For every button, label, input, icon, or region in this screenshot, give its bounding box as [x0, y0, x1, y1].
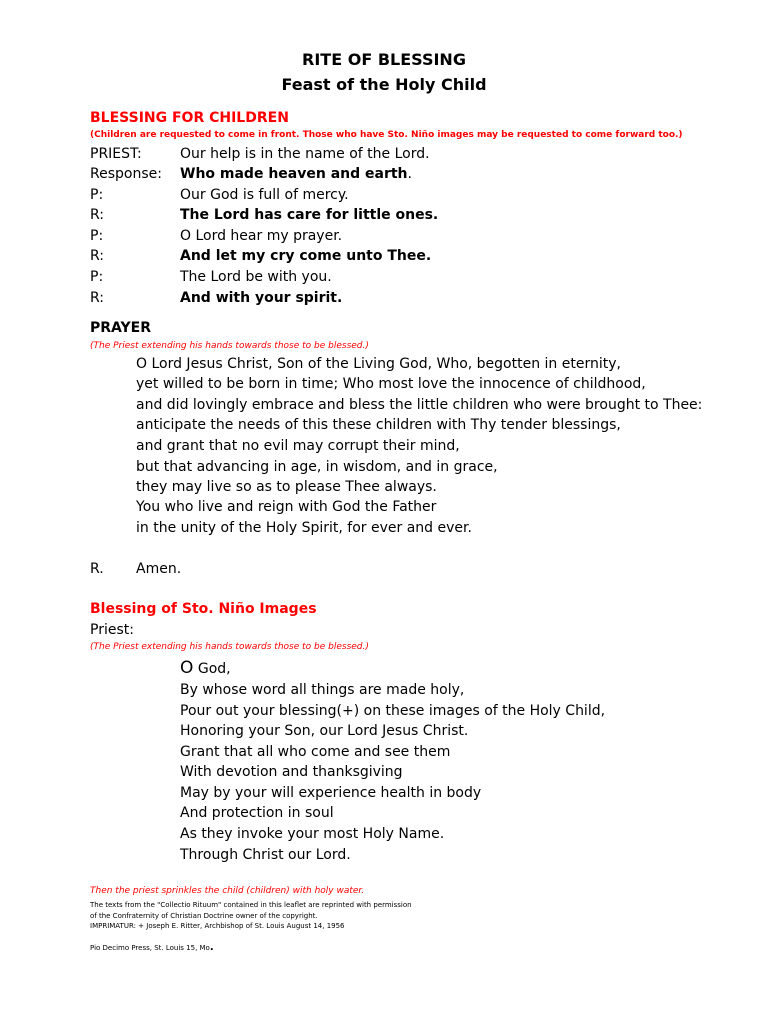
dialogue-text: O Lord hear my prayer.: [180, 228, 343, 244]
prayer-line: but that advancing in age, in wisdom, and in grace,: [136, 459, 498, 475]
nino-line: Honoring your Son, our Lord Jesus Christ.: [180, 723, 469, 739]
prayer-line: in the unity of the Holy Spirit, for ever and ever.: [136, 520, 472, 536]
nino-opening-letter: O: [180, 658, 194, 678]
nino-speaker: Priest:: [90, 622, 134, 638]
prayer-line: and did lovingly embrace and bless the little children who were brought to Thee:: [136, 397, 703, 413]
prayer-line: O Lord Jesus Christ, Son of the Living God, Who, begotten in eternity,: [136, 356, 621, 372]
nino-line: With devotion and thanksgiving: [180, 764, 403, 780]
dialogue-text: Our God is full of mercy.: [180, 187, 349, 203]
dialogue-speaker: R:: [90, 207, 105, 223]
nino-line: By whose word all things are made holy,: [180, 682, 465, 698]
nino-line: Grant that all who come and see them: [180, 744, 451, 760]
dialogue-speaker: P:: [90, 228, 104, 244]
document-subtitle: Feast of the Holy Child: [281, 75, 487, 94]
dialogue-response-period: .: [407, 166, 412, 182]
prayer-line: and grant that no evil may corrupt their mind,: [136, 438, 460, 454]
dialogue-text: Our help is in the name of the Lord.: [180, 146, 430, 162]
dialogue-text: And let my cry come unto Thee.: [180, 248, 432, 264]
publisher-name: Pio Decimo Press, St. Louis 15, Mo: [90, 944, 210, 952]
nino-line: Through Christ our Lord.: [180, 847, 351, 863]
nino-rubric: (The Priest extending his hands towards those to be blessed.): [90, 642, 369, 652]
copyright-note: of the Confraternity of Christian Doctrine owner of the copyright.: [90, 912, 318, 920]
prayer-rubric: (The Priest extending his hands towards those to be blessed.): [90, 341, 369, 351]
nino-blessing-heading: Blessing of Sto. Niño Images: [90, 601, 317, 617]
dialogue-speaker: P:: [90, 187, 104, 203]
blessing-children-note: (Children are requested to come in front. Those who have Sto. Niño images may be requested to come forward too.): [90, 130, 683, 140]
amen-text: Amen.: [136, 561, 182, 577]
sprinkle-rubric: Then the priest sprinkles the child (children) with holy water.: [90, 886, 365, 896]
prayer-line: they may live so as to please Thee always.: [136, 479, 437, 495]
dialogue-text: The Lord has care for little ones.: [180, 207, 439, 223]
blessing-children-heading: BLESSING FOR CHILDREN: [90, 110, 289, 126]
dialogue-speaker: R:: [90, 248, 105, 264]
dialogue-text: [180, 166, 412, 182]
publisher-period: .: [209, 942, 214, 953]
publisher-note: [90, 942, 214, 953]
prayer-heading: PRAYER: [90, 320, 152, 336]
document-title: RITE OF BLESSING: [302, 50, 466, 69]
nino-line: As they invoke your most Holy Name.: [180, 826, 445, 842]
imprimatur-note: IMPRIMATUR: + Joseph E. Ritter, Archbishop of St. Louis August 14, 1956: [90, 922, 345, 930]
dialogue-speaker: P:: [90, 269, 104, 285]
dialogue-speaker: PRIEST:: [90, 146, 142, 162]
dialogue-speaker: R:: [90, 290, 105, 306]
nino-opening-rest: God,: [193, 661, 231, 677]
permission-note: The texts from the "Collectio Rituum" contained in this leaflet are reprinted with permission: [90, 901, 412, 909]
prayer-line: anticipate the needs of this these children with Thy tender blessings,: [136, 417, 621, 433]
nino-opening-line: [180, 658, 231, 678]
dialogue-text: The Lord be with you.: [180, 269, 332, 285]
prayer-line: You who live and reign with God the Father: [136, 499, 437, 515]
dialogue-speaker: Response:: [90, 166, 162, 182]
amen-label: R.: [90, 561, 104, 577]
nino-line: Pour out your blessing(+) on these images of the Holy Child,: [180, 703, 606, 719]
dialogue-response-bold: Who made heaven and earth: [180, 166, 408, 182]
prayer-line: yet willed to be born in time; Who most love the innocence of childhood,: [136, 376, 646, 392]
nino-line: May by your will experience health in body: [180, 785, 482, 801]
dialogue-text: And with your spirit.: [180, 290, 343, 306]
nino-line: And protection in soul: [180, 805, 334, 821]
